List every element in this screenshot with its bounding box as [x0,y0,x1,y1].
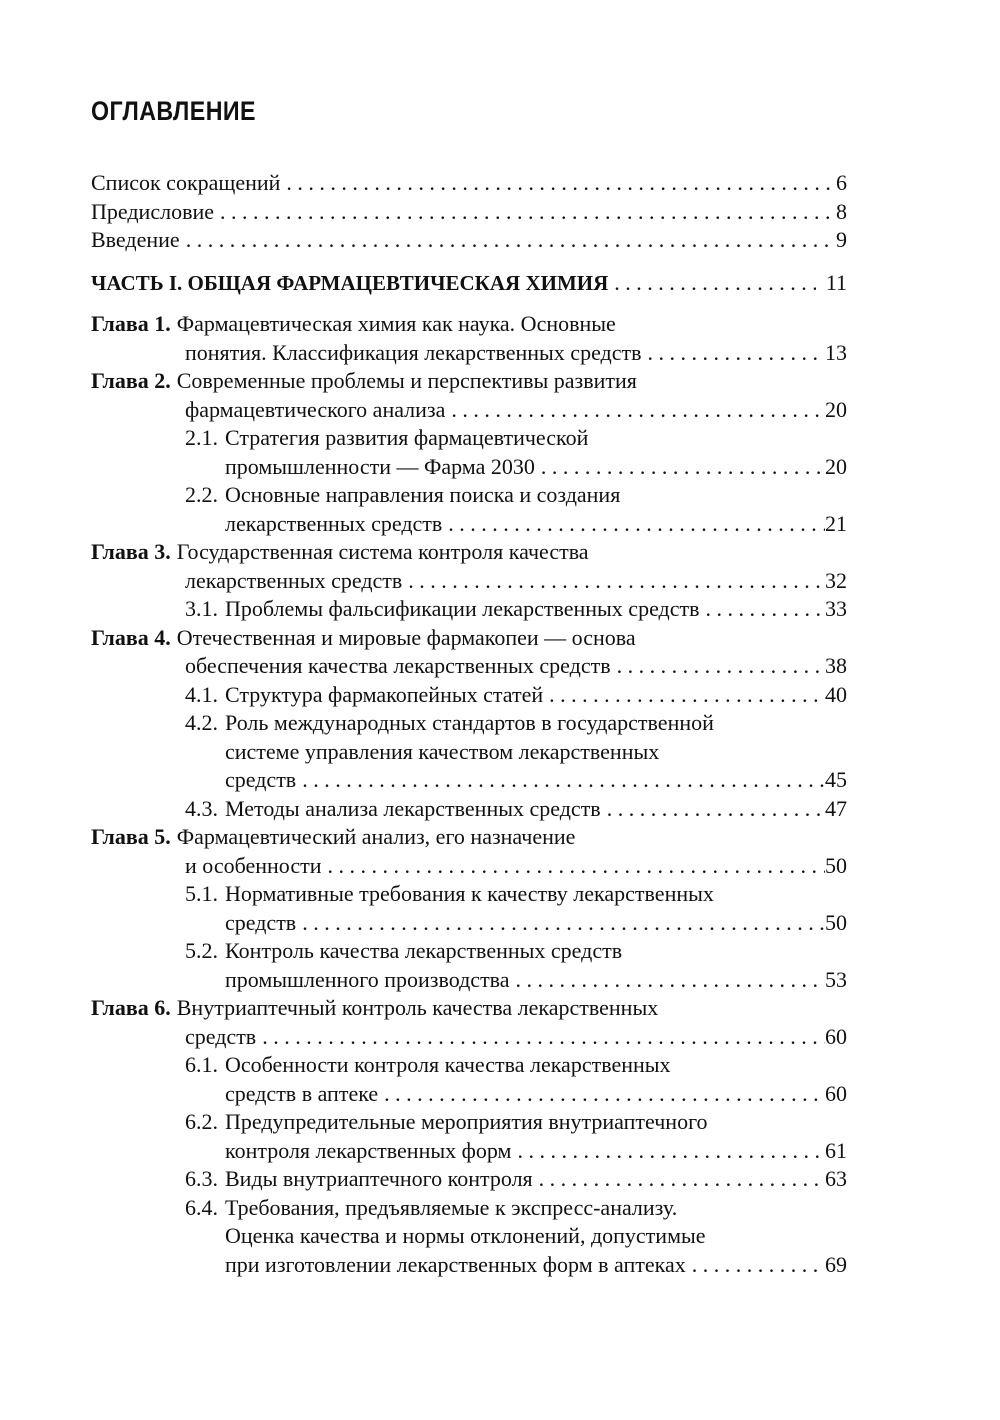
page-number: 8 [836,198,847,224]
chapter-title-line: Отечественная и мировые фармакопеи — основа [176,624,636,650]
dot-leader [543,681,825,710]
page-number: 45 [825,767,847,792]
section-title-line: промышленности — Фарма 2030 [225,453,535,479]
dot-leader [256,1023,825,1052]
page-number: 6 [836,170,847,195]
section-title-line: Методы анализа лекарственных средств [225,795,601,821]
page-number: 63 [825,1166,847,1191]
page-number: 69 [825,1251,847,1277]
toc-chapter-3[interactable] [91,538,847,567]
chapter-title-line: понятия. Классификация лекарственных средств [185,339,642,365]
toc-section-4-3[interactable] [91,795,847,824]
section-title-line: Роль международных стандартов в государственной [225,710,714,735]
toc-entry-preface[interactable] [91,198,847,227]
toc-entry-text: Список сокращений [91,170,281,195]
part-title: ЧАСТЬ I. ОБЩАЯ ФАРМАЦЕВТИЧЕСКАЯ ХИМИЯ [91,270,609,295]
dot-leader [533,1165,825,1194]
toc-section-6-4[interactable] [91,1194,847,1223]
toc-section-6-1[interactable] [91,1051,847,1080]
toc-entry-introduction[interactable] [91,226,847,255]
chapter-label: Глава 4. [91,624,171,650]
page-number: 33 [825,596,847,621]
toc-section-2-2-cont[interactable] [91,510,847,539]
chapter-title-line: и особенности [185,852,322,878]
section-title-line: промышленного производства [225,966,510,992]
section-number: 5.1. [185,881,218,906]
page-number: 11 [825,269,847,295]
toc-section-2-2[interactable] [91,481,847,510]
section-title-line: Предупредительные мероприятия внутриаптечного [225,1109,708,1134]
toc-section-6-4-cont2[interactable] [91,1251,847,1280]
chapter-label: Глава 2. [91,368,171,393]
dot-leader [445,396,825,425]
toc-chapter-2-cont[interactable] [91,396,847,425]
page-number: 61 [825,1137,847,1163]
toc-chapter-2[interactable] [91,367,847,396]
section-number: 5.2. [185,938,218,963]
page-number: 21 [825,510,847,536]
page-number: 50 [825,852,847,878]
dot-leader [214,198,836,227]
toc-section-5-1[interactable] [91,880,847,909]
section-title-line: Виды внутриаптечного контроля [225,1166,533,1191]
page-number: 38 [825,653,847,678]
toc-section-4-2-cont[interactable] [91,738,847,767]
chapter-title-line: Государственная система контроля качества [176,539,589,564]
dot-leader [378,1080,825,1109]
page-title: ОГЛАВЛЕНИЕ [91,96,256,126]
toc-chapter-3-cont[interactable] [91,567,847,596]
toc-chapter-5-cont[interactable] [91,852,847,881]
dot-leader [535,453,825,482]
page-number: 47 [825,795,847,821]
page-number: 9 [836,227,847,252]
dot-leader [180,226,836,255]
toc-section-2-1[interactable] [91,424,847,453]
section-title-line: Стратегия развития фармацевтической [225,425,589,450]
toc-section-6-2-cont[interactable] [91,1137,847,1166]
page-number: 13 [825,339,847,365]
page-number: 40 [825,681,847,707]
section-number: 2.1. [185,425,218,450]
toc-entry-text: Предисловие [91,198,214,224]
dot-leader [296,909,825,938]
section-title-line: Структура фармакопейных статей [225,681,544,707]
section-title-line: средств в аптеке [225,1080,379,1106]
page-number: 20 [825,453,847,479]
chapter-title-line: фармацевтического анализа [185,396,446,422]
section-title-line: средств [225,909,297,935]
chapter-label: Глава 1. [91,311,171,336]
section-title-line: контроля лекарственных форм [225,1137,512,1163]
section-title-line: Основные направления поиска и создания [225,482,621,507]
chapter-title-line: Современные проблемы и перспективы развития [176,368,637,393]
toc-chapter-5[interactable] [91,823,847,852]
section-number: 3.1. [185,596,218,621]
toc-section-4-2-cont2[interactable] [91,766,847,795]
toc-section-5-1-cont[interactable] [91,909,847,938]
section-number: 2.2. [185,482,218,507]
section-title-line: Особенности контроля качества лекарственных [225,1052,671,1077]
dot-leader [642,339,826,368]
toc-chapter-4-cont[interactable] [91,652,847,681]
dot-leader [510,966,825,995]
section-title-line: лекарственных средств [225,510,443,536]
toc-section-6-3[interactable] [91,1165,847,1194]
toc-section-6-2[interactable] [91,1108,847,1137]
section-number: 6.2. [185,1109,218,1134]
section-title-line: Нормативные требования к качеству лекарственных [225,881,714,906]
table-of-contents [91,169,847,1279]
dot-leader [322,852,825,881]
toc-section-6-1-cont[interactable] [91,1080,847,1109]
chapter-title-line: Фармацевтическая химия как наука. Основные [176,311,616,336]
section-title-line: средств [225,767,297,792]
section-title-line: Контроль качества лекарственных средств [225,938,623,963]
dot-leader [296,766,825,795]
section-title-line: Оценка качества и нормы отклонений, допустимые [225,1223,706,1248]
chapter-title-line: лекарственных средств [185,567,403,593]
toc-entry-abbreviations[interactable] [91,169,847,198]
dot-leader [402,567,825,596]
section-title-line: Проблемы фальсификации лекарственных средств [225,596,700,621]
page-number: 20 [825,396,847,422]
page-number: 60 [825,1023,847,1049]
dot-leader [700,595,825,624]
chapter-label: Глава 3. [91,539,171,564]
dot-leader [686,1251,825,1280]
page-number: 60 [825,1080,847,1106]
section-title-line: Требования, предъявляемые к экспресс-анализу. [225,1194,678,1220]
chapter-title-line: средств [185,1023,257,1049]
toc-section-3-1[interactable] [91,595,847,624]
toc-section-6-4-cont[interactable] [91,1222,847,1251]
dot-leader [608,269,816,298]
toc-section-4-1[interactable] [91,681,847,710]
chapter-title-line: Внутриаптечный контроль качества лекарственных [176,995,659,1020]
section-number: 4.1. [185,681,218,707]
toc-chapter-1[interactable] [91,310,847,339]
toc-entry-text: Введение [91,227,180,252]
section-number: 6.3. [185,1166,218,1191]
page-number: 53 [825,966,847,992]
dot-leader [611,652,825,681]
dot-leader [511,1137,825,1166]
chapter-label: Глава 6. [91,995,171,1020]
page-number: 50 [825,909,847,935]
toc-chapter-6[interactable] [91,994,847,1023]
toc-section-2-1-cont[interactable] [91,453,847,482]
toc-chapter-4[interactable] [91,624,847,653]
section-title-line: системе управления качеством лекарственных [225,738,660,764]
toc-chapter-6-cont[interactable] [91,1023,847,1052]
section-number: 4.2. [185,710,218,735]
chapter-label: Глава 5. [91,824,171,849]
section-number: 4.3. [185,795,218,821]
chapter-title-line: Фармацевтический анализ, его назначение [176,824,576,849]
section-title-line: при изготовлении лекарственных форм в аптеках [225,1251,686,1277]
toc-section-5-2[interactable] [91,937,847,966]
dot-leader [442,510,825,539]
chapter-title-line: обеспечения качества лекарственных средств [185,653,611,678]
toc-chapter-1-cont[interactable] [91,339,847,368]
page-number: 32 [825,567,847,593]
dot-leader [601,795,825,824]
dot-leader [280,169,836,198]
section-number: 6.4. [185,1194,218,1220]
toc-part-1[interactable] [91,269,847,298]
section-number: 6.1. [185,1052,218,1077]
toc-section-5-2-cont[interactable] [91,966,847,995]
toc-section-4-2[interactable] [91,709,847,738]
